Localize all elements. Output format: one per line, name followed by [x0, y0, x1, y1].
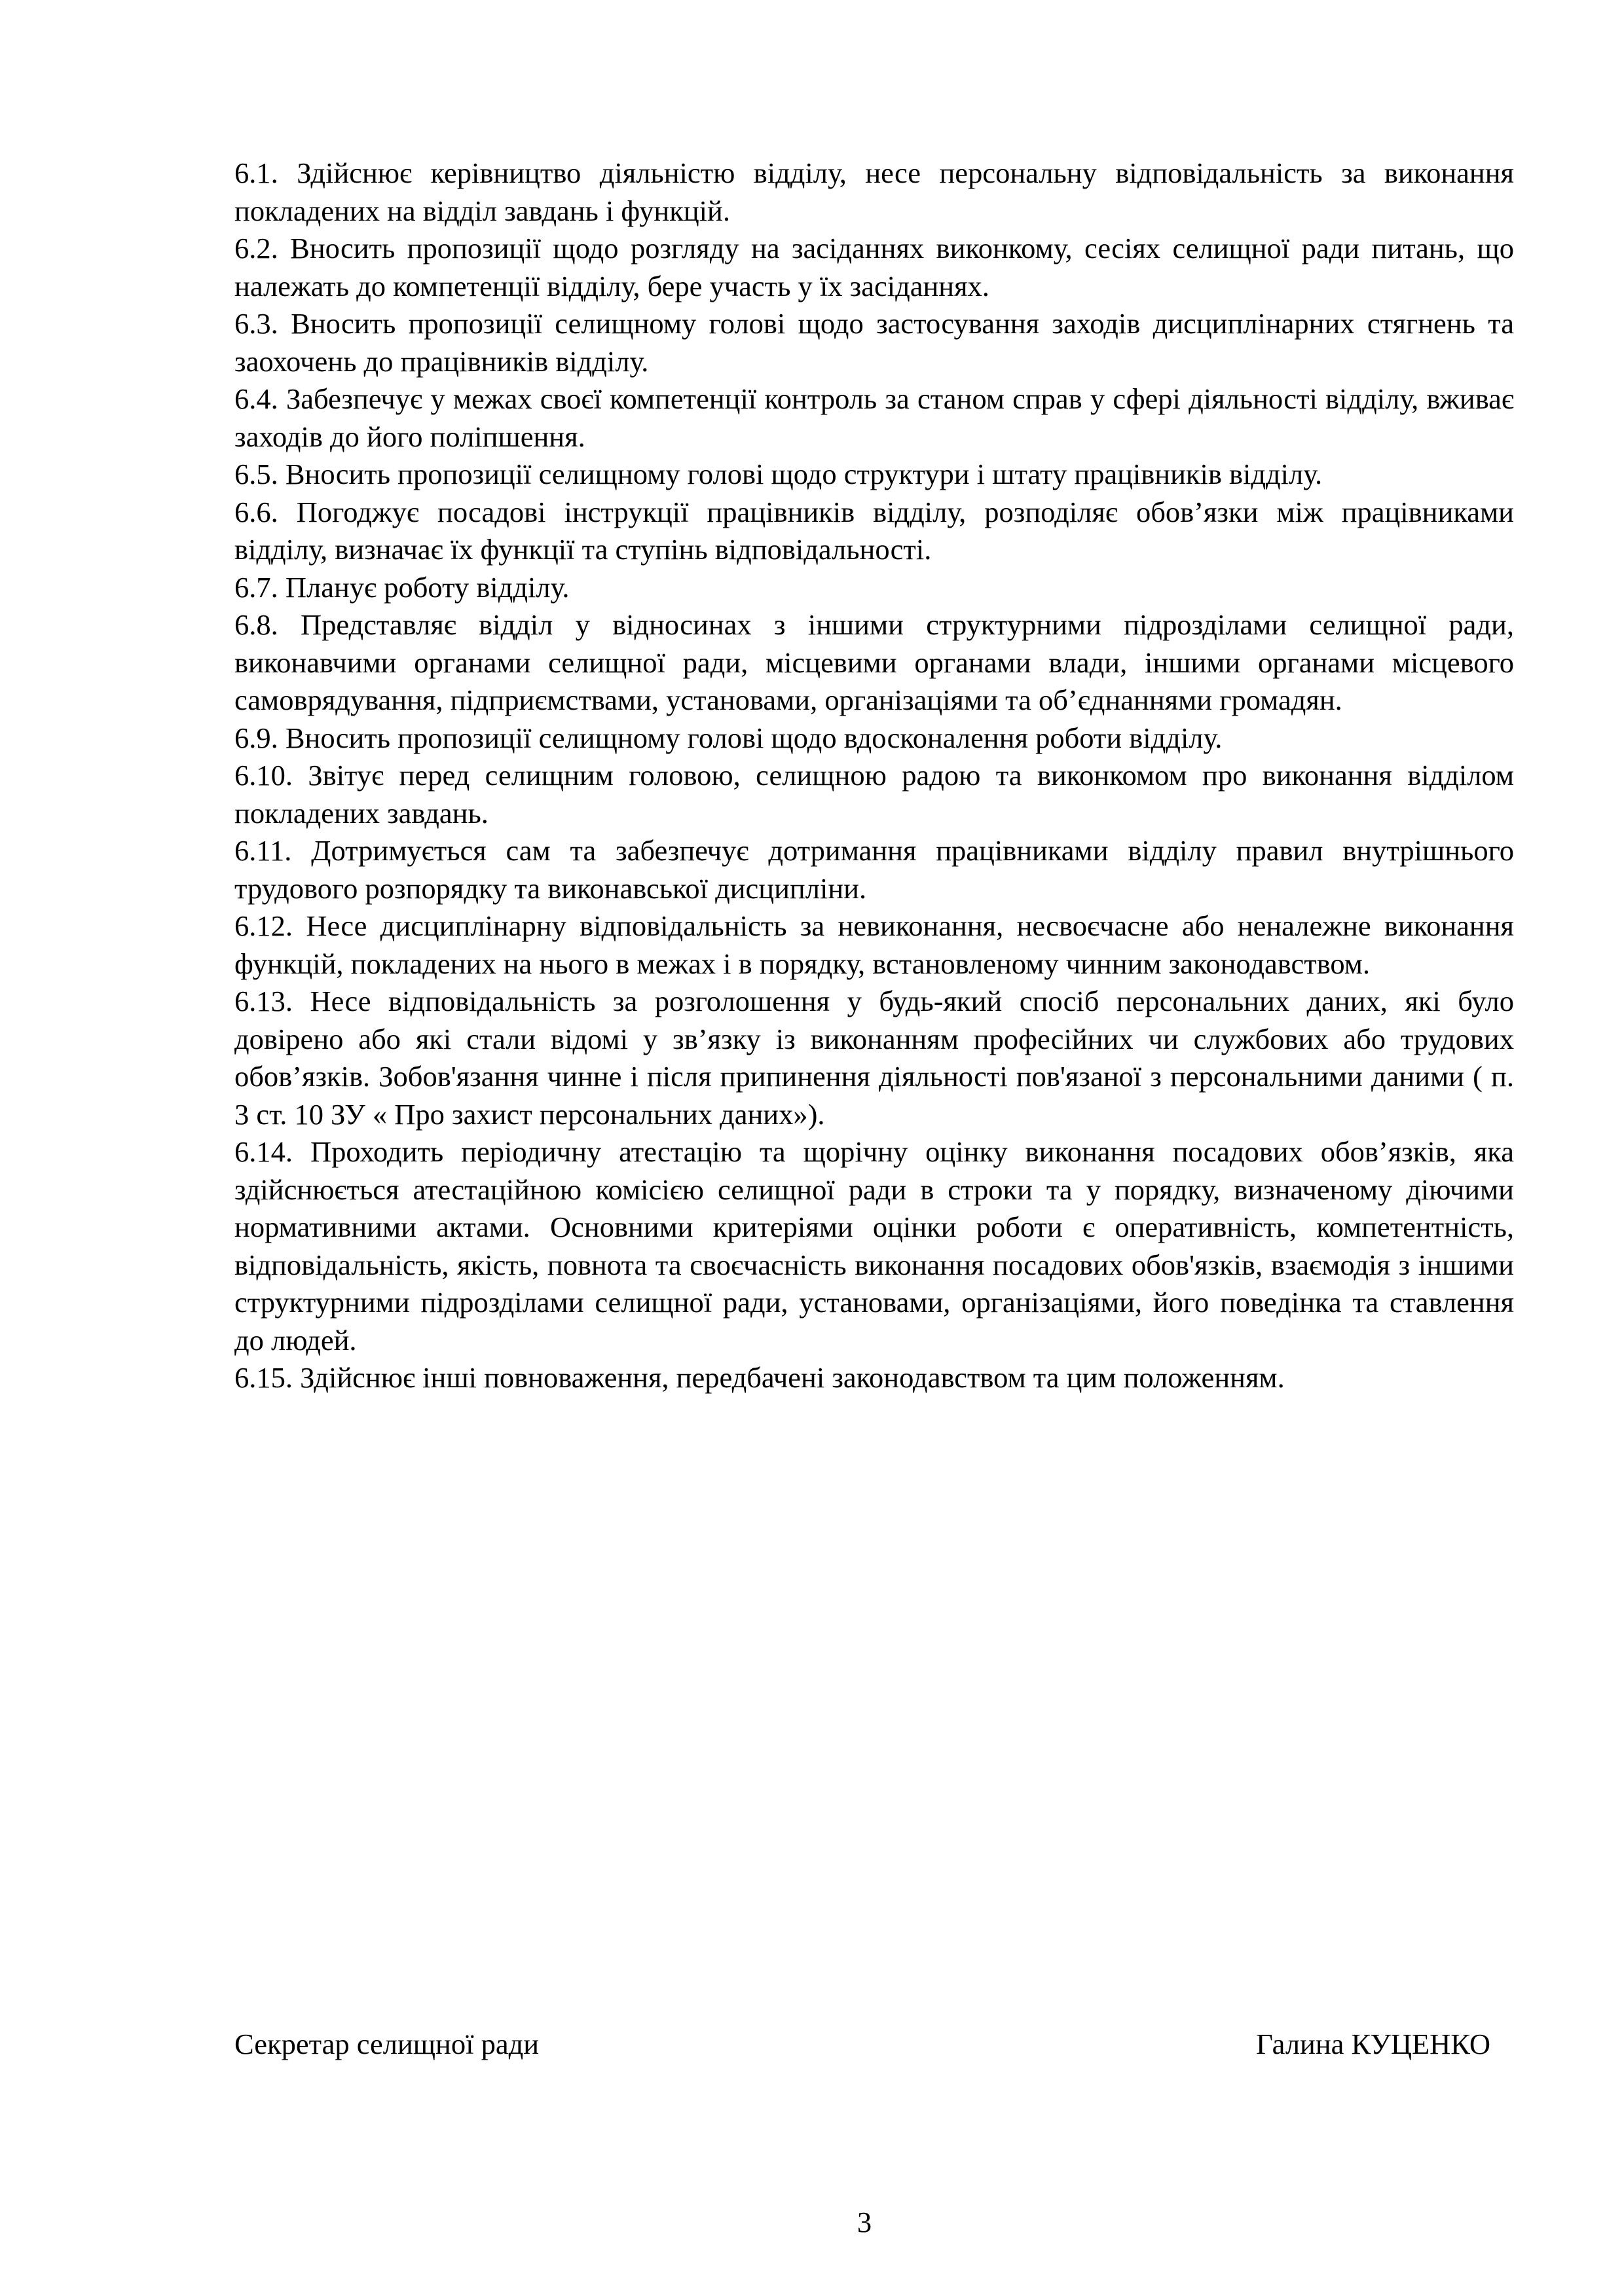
page-number: 3 — [857, 2206, 872, 2238]
paragraph-6-2: 6.2. Вносить пропозиції щодо розгляду на засіданнях виконкому, сесіях селищної ради питань, що належать до компетенції відділу, бере участь у їх засіданнях. — [234, 232, 1514, 302]
duties-section — [234, 155, 1514, 1397]
paragraph-6-7: 6.7. Планує роботу відділу. — [234, 570, 570, 604]
paragraph-6-9: 6.9. Вносить пропозиції селищному голові щодо вдосконалення роботи відділу. — [234, 721, 1223, 754]
paragraph-6-6: 6.6. Погоджує посадові інструкції працівників відділу, розподіляє обов’язки між працівниками відділу, визначає їх функції та ступінь відповідальності. — [234, 495, 1514, 566]
paragraph-6-13: 6.13. Несе відповідальність за розголошення у будь-який спосіб персональних даних, які було довірено або які стали відомі у зв’язку із виконанням професійних чи службових або трудових обов’язків. Зобов'язання чинне і після припинення діяльності пов'язаної з персональними даними ( п. 3 ст. 10 ЗУ « Про захист персональних даних»). — [234, 985, 1514, 1131]
paragraph-6-4: 6.4. Забезпечує у межах своєї компетенції контроль за станом справ у сфері діяльності відділу, вживає заходів до його поліпшення. — [234, 382, 1514, 453]
paragraph-6-14: 6.14. Проходить періодичну атестацію та щорічну оцінку виконання посадових обов’язків, яка здійснюється атестаційною комісією селищної ради в строки та у порядку, визначеному діючими нормативними актами. Основними критеріями оцінки роботи є оперативність, компетентність, відповідальність, якість, повнота та своєчасність виконання посадових обов'язків, взаємодія з іншими структурними підрозділами селищної ради, установами, організаціями, його поведінка та ставлення до людей. — [234, 1135, 1514, 1357]
paragraph-6-8: 6.8. Представляє відділ у відносинах з іншими структурними підрозділами селищної ради, виконавчими органами селищної ради, місцевими органами влади, іншими органами місцевого самоврядування, підприємствами, установами, організаціями та об’єднаннями громадян. — [234, 608, 1514, 716]
signatory-position: Секретар селищної ради — [234, 2028, 540, 2060]
paragraph-6-11: 6.11. Дотримується сам та забезпечує дотримання працівниками відділу правил внутрішнього трудового розпорядку та виконавської дисципліни. — [234, 834, 1514, 905]
signature-block — [234, 2026, 1490, 2064]
paragraph-6-10: 6.10. Звітує перед селищним головою, селищною радою та виконкомом про виконання відділом покладених завдань. — [234, 759, 1514, 829]
paragraph-6-12: 6.12. Несе дисциплінарну відповідальність за невиконання, несвоєчасне або неналежне виконання функцій, покладених на нього в межах і в порядку, встановленому чинним законодавством. — [234, 909, 1514, 980]
paragraph-6-15: 6.15. Здійснює інші повноваження, передбачені законодавством та цим положенням. — [234, 1361, 1285, 1394]
paragraph-6-3: 6.3. Вносить пропозиції селищному голові щодо застосування заходів дисциплінарних стягнень та заохочень до працівників відділу. — [234, 307, 1514, 378]
signatory-name: Галина КУЦЕНКО — [1256, 2028, 1490, 2060]
paragraph-6-5: 6.5. Вносить пропозиції селищному голові щодо структури і штату працівників відділу. — [234, 458, 1323, 490]
paragraph-6-1: 6.1. Здійснює керівництво діяльністю відділу, несе персональну відповідальність за виконання покладених на відділ завдань і функцій. — [234, 156, 1514, 227]
